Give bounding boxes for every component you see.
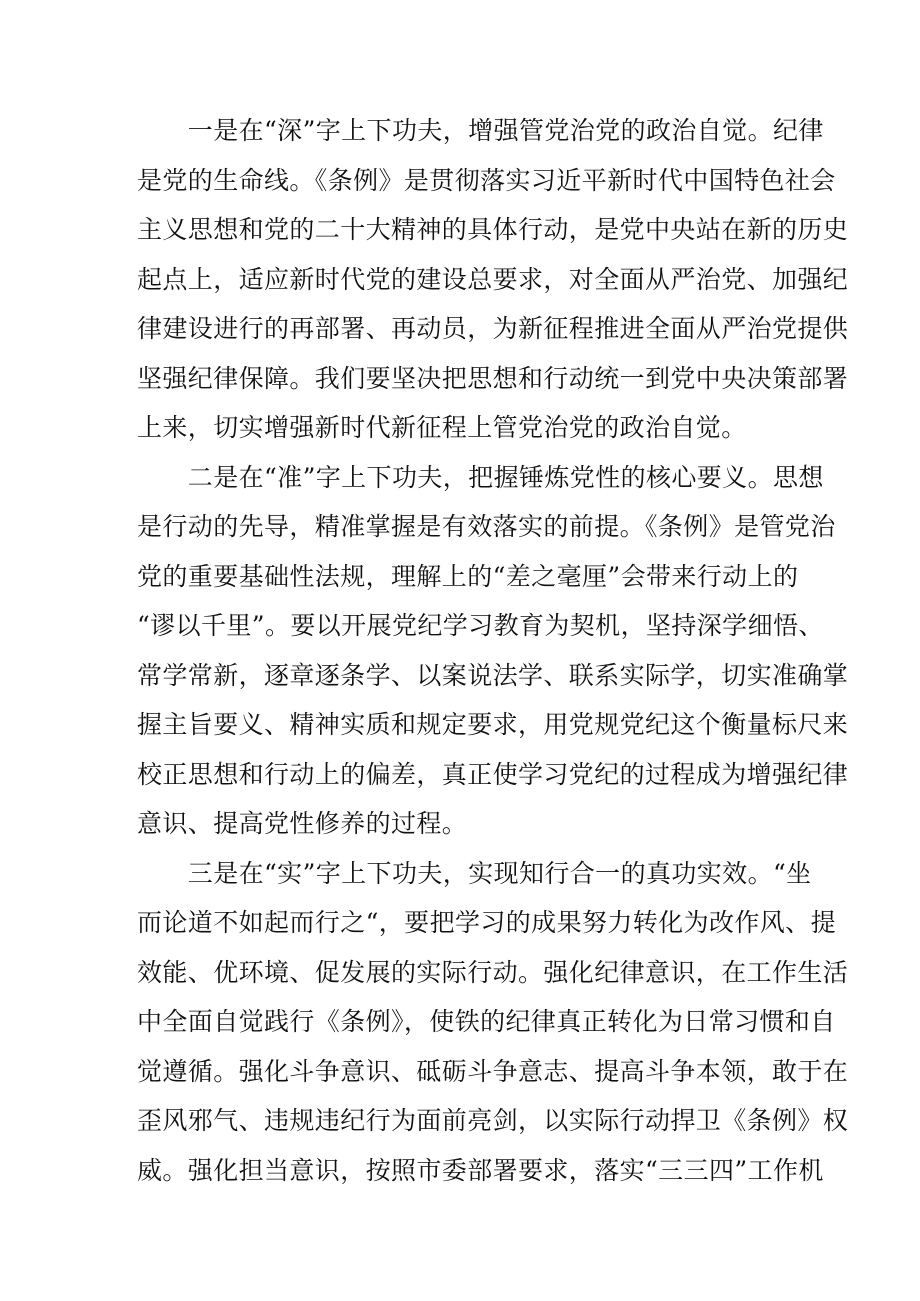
text-line: 是行动的先导，精准掌握是有效落实的前提。《条例》是管党治 — [137, 512, 836, 541]
text-line: 二是在“准”字上下功夫，把握锤炼党性的核心要义。思想 — [137, 463, 824, 492]
text-line: 常学常新，逐章逐条学、以案说法学、联系实际学，切实准确掌 — [137, 661, 849, 690]
text-line: 律建设进行的再部署、再动员，为新征程推进全面从严治党提供 — [137, 314, 849, 343]
text-line: 握主旨要义、精神实质和规定要求，用党规党纪这个衡量标尺来 — [137, 710, 849, 739]
text-line: 党的重要基础性法规，理解上的“差之毫厘”会带来行动上的 — [137, 562, 799, 591]
text-line: 校正思想和行动上的偏差，真正使学习党纪的过程成为增强纪律 — [137, 760, 849, 789]
text-line: 威。强化担当意识，按照市委部署要求，落实“三三四”工作机 — [137, 1156, 824, 1185]
text-line: 主义思想和党的二十大精神的具体行动，是党中央站在新的历史 — [137, 215, 849, 244]
text-line: 觉遵循。强化斗争意识、砥砺斗争意志、提高斗争本领，敢于在 — [137, 1057, 849, 1086]
text-line: 效能、优环境、促发展的实际行动。强化纪律意识，在工作生活 — [137, 958, 849, 987]
text-line: 坚强纪律保障。我们要坚决把思想和行动统一到党中央决策部署 — [137, 364, 849, 393]
text-line: 起点上，适应新时代党的建设总要求，对全面从严治党、加强纪 — [137, 265, 849, 294]
text-line: 歪风邪气、违规违纪行为面前亮剑，以实际行动捍卫《条例》权 — [137, 1106, 849, 1135]
text-line: 一是在“深”字上下功夫，增强管党治党的政治自觉。纪律 — [137, 116, 824, 145]
text-line: 而论道不如起而行之“，要把学习的成果努力转化为改作风、提 — [137, 908, 836, 937]
text-line: 意识、提高党性修养的过程。 — [137, 809, 468, 838]
text-line: 上来，切实增强新时代新征程上管党治党的政治自觉。 — [137, 413, 747, 442]
text-line: 中全面自觉践行《条例》，使铁的纪律真正转化为日常习惯和自 — [137, 1007, 836, 1036]
text-line: “谬以千里”。要以开展党纪学习教育为契机，坚持深学细悟、 — [137, 611, 824, 640]
text-line: 是党的生命线。《条例》是贯彻落实习近平新时代中国特色社会 — [137, 166, 836, 195]
text-line: 三是在“实”字上下功夫，实现知行合一的真功实效。“坐 — [137, 859, 812, 888]
